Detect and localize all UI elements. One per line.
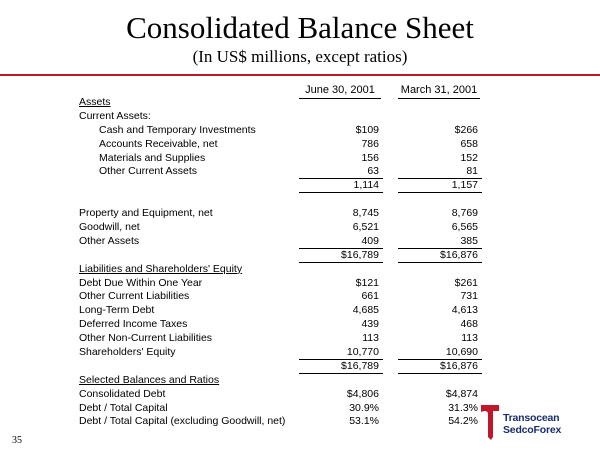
value-june: $16,789 bbox=[299, 249, 379, 263]
value-march: 6,565 bbox=[451, 221, 478, 234]
value-march: 31.3% bbox=[448, 401, 478, 414]
value-march: $266 bbox=[454, 123, 478, 136]
row-label: Other Assets bbox=[79, 234, 140, 247]
row-label: Cash and Temporary Investments bbox=[99, 123, 256, 136]
value-june: 4,685 bbox=[352, 304, 379, 317]
value-march: $16,876 bbox=[398, 360, 478, 374]
table-row bbox=[0, 138, 600, 152]
table-row bbox=[0, 124, 600, 138]
row-label: Shareholders' Equity bbox=[79, 346, 176, 359]
table-row bbox=[0, 165, 600, 179]
value-march: 81 bbox=[398, 165, 478, 179]
row-label: Current Assets: bbox=[79, 109, 151, 122]
value-june: 661 bbox=[361, 290, 379, 303]
transocean-t-logo-icon bbox=[479, 402, 501, 440]
row-label: Debt Due Within One Year bbox=[79, 276, 203, 289]
table-row bbox=[0, 290, 600, 304]
row-label: Property and Equipment, net bbox=[79, 207, 213, 220]
row-label: Debt / Total Capital (excluding Goodwill, net) bbox=[79, 415, 286, 428]
row-label: Goodwill, net bbox=[79, 221, 140, 234]
logo-text-line1: Transocean bbox=[503, 412, 560, 424]
value-june: 8,745 bbox=[352, 207, 379, 220]
row-label: Other Current Liabilities bbox=[79, 290, 190, 303]
page-title: Consolidated Balance Sheet bbox=[126, 10, 474, 45]
row-label: Consolidated Debt bbox=[79, 387, 166, 400]
value-june: 113 bbox=[362, 332, 379, 345]
table-row bbox=[0, 263, 600, 277]
table-row bbox=[0, 152, 600, 166]
row-label: Accounts Receivable, net bbox=[99, 137, 218, 150]
row-label: Deferred Income Taxes bbox=[79, 318, 188, 331]
value-march: 1,157 bbox=[398, 179, 478, 193]
column-header-june: June 30, 2001 bbox=[299, 84, 381, 99]
value-march: 385 bbox=[398, 235, 478, 249]
value-march: $4,874 bbox=[445, 387, 478, 400]
table-row bbox=[0, 249, 600, 263]
table-row bbox=[0, 360, 600, 374]
value-june: 10,770 bbox=[299, 346, 379, 360]
value-june: 409 bbox=[299, 235, 379, 249]
row-label: Selected Balances and Ratios bbox=[79, 373, 220, 386]
value-june: 439 bbox=[361, 318, 379, 331]
value-june: $121 bbox=[355, 276, 379, 289]
table-row bbox=[0, 318, 600, 332]
row-label: Materials and Supplies bbox=[99, 151, 206, 164]
row-label: Other Non-Current Liabilities bbox=[79, 332, 213, 345]
column-header-march: March 31, 2001 bbox=[398, 84, 480, 99]
page-number: 35 bbox=[12, 435, 22, 446]
value-march: 152 bbox=[460, 151, 478, 164]
row-label: Debt / Total Capital bbox=[79, 401, 168, 414]
value-march: 54.2% bbox=[448, 415, 478, 428]
row-label: Other Current Assets bbox=[99, 165, 198, 178]
balance-sheet-table bbox=[0, 96, 600, 429]
table-row bbox=[0, 207, 600, 221]
table-row bbox=[0, 277, 600, 291]
value-june: 53.1% bbox=[349, 415, 379, 428]
value-march: 8,769 bbox=[451, 207, 478, 220]
value-march: 10,690 bbox=[398, 346, 478, 360]
value-june: 786 bbox=[361, 137, 379, 150]
title-rule bbox=[0, 74, 600, 76]
value-march: 731 bbox=[460, 290, 478, 303]
table-row bbox=[0, 388, 600, 402]
value-march: $16,876 bbox=[398, 249, 478, 263]
value-june: $109 bbox=[355, 123, 379, 136]
table-row bbox=[0, 332, 600, 346]
value-june: 156 bbox=[361, 151, 379, 164]
row-label: Long-Term Debt bbox=[79, 304, 155, 317]
value-march: 468 bbox=[460, 318, 478, 331]
value-june: 30.9% bbox=[349, 401, 379, 414]
value-june: 1,114 bbox=[299, 179, 379, 193]
row-label: Assets bbox=[79, 96, 111, 108]
table-row bbox=[0, 96, 600, 110]
value-march: $261 bbox=[454, 276, 478, 289]
value-june: 6,521 bbox=[352, 221, 379, 234]
value-march: 4,613 bbox=[451, 304, 478, 317]
table-row bbox=[0, 304, 600, 318]
company-logo bbox=[479, 402, 594, 442]
table-row bbox=[0, 346, 600, 360]
value-june: 63 bbox=[299, 165, 379, 179]
table-row bbox=[0, 193, 600, 207]
value-march: 113 bbox=[461, 332, 478, 345]
table-row bbox=[0, 221, 600, 235]
page-subtitle: (In US$ millions, except ratios) bbox=[192, 47, 408, 66]
table-row bbox=[0, 110, 600, 124]
value-march: 658 bbox=[460, 137, 478, 150]
table-row bbox=[0, 179, 600, 193]
logo-text-line2: SedcoForex bbox=[503, 424, 562, 436]
table-row bbox=[0, 235, 600, 249]
row-label: Liabilities and Shareholders' Equity bbox=[79, 262, 243, 275]
table-row bbox=[0, 374, 600, 388]
value-june: $16,789 bbox=[299, 360, 379, 374]
value-june: $4,806 bbox=[346, 387, 379, 400]
